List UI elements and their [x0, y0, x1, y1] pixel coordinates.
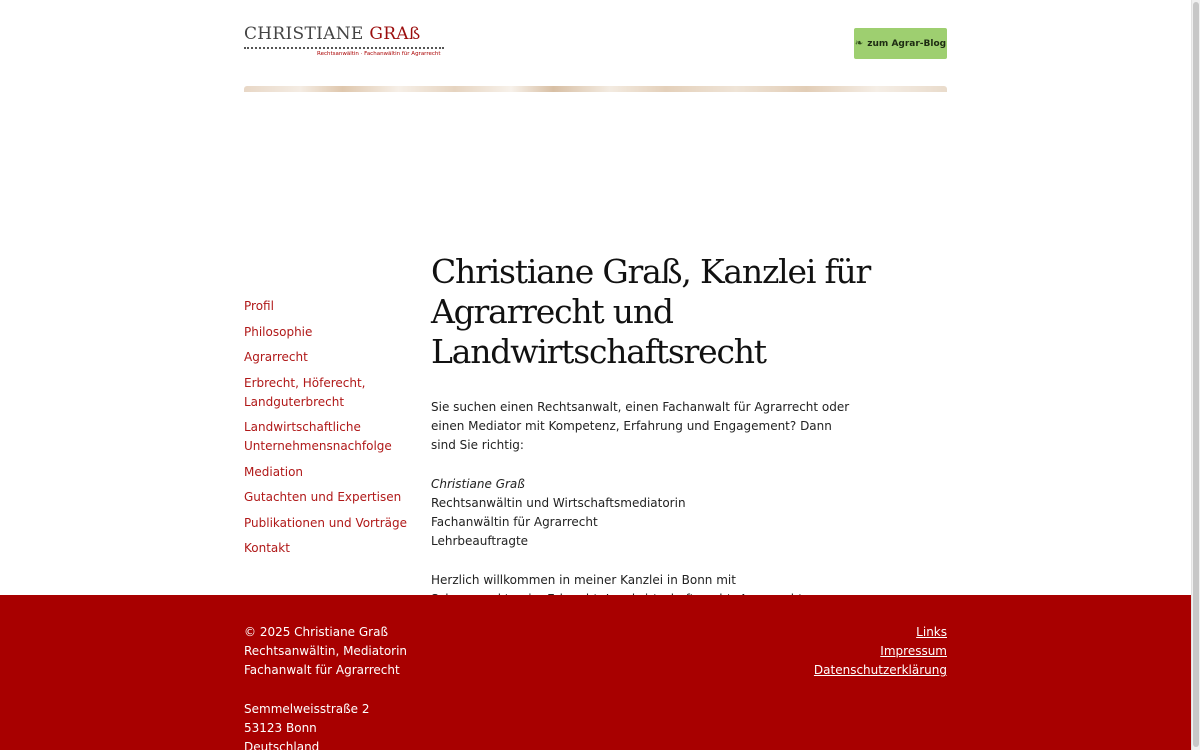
footer-links [814, 623, 947, 680]
sidebar-item-unternehmensnachfolge[interactable]: Landwirtschaftliche Unternehmensnachfolge [244, 420, 392, 453]
site-logo[interactable] [244, 24, 446, 62]
sprout-icon: ❧ [854, 38, 864, 49]
logo-name [244, 24, 421, 44]
footer-country: Deutschland [244, 740, 320, 750]
logo-dotted-line [244, 47, 444, 49]
agrar-blog-button[interactable] [854, 28, 947, 59]
sidebar-item-kontakt[interactable]: Kontakt [244, 541, 290, 555]
signature-name: Christiane Graß [431, 477, 525, 491]
signature-line: Lehrbeauftragte [431, 534, 529, 548]
vertical-scrollbar[interactable] [1191, 0, 1200, 750]
hero-image [244, 86, 947, 92]
footer-link-links[interactable]: Links [916, 625, 947, 639]
main-content [431, 252, 931, 647]
logo-first-name: CHRISTIANE [244, 24, 364, 44]
sidebar-item-agrarrecht[interactable]: Agrarrecht [244, 350, 308, 364]
scrollbar-thumb[interactable] [1193, 2, 1199, 747]
footer-role: Rechtsanwältin, Mediatorin [244, 644, 408, 658]
signature-line: Rechtsanwältin und Wirtschaftsmediatorin [431, 496, 686, 510]
sidebar-item-publikationen[interactable]: Publikationen und Vorträge [244, 515, 407, 530]
footer-city: 53123 Bonn [244, 721, 317, 735]
signature-block [431, 475, 931, 551]
sidebar-item-gutachten[interactable]: Gutachten und Expertisen [244, 490, 402, 504]
sidebar-item-erbrecht[interactable]: Erbrecht, Höferecht, Landguterbrecht [244, 375, 366, 409]
intro-text: Sie suchen einen Rechtsanwalt, einen Fachanwalt für Agrarrecht oder einen Mediator mit Kompetenz, Erfahrung und Engagement? Dann sind Sie richtig: [431, 400, 850, 452]
footer-contact [244, 623, 407, 750]
site-footer [0, 595, 1191, 750]
footer-copyright: © 2025 Christiane Graß [244, 625, 389, 639]
footer-link-impressum[interactable]: Impressum [880, 644, 947, 658]
signature-line: Fachanwältin für Agrarrecht [431, 515, 598, 529]
logo-subtitle: Rechtsanwältin · Fachanwältin für Agrarrecht [317, 51, 441, 57]
sidebar-item-profil[interactable]: Profil [244, 299, 274, 313]
sidebar-nav [244, 297, 414, 565]
agrar-blog-button-label: zum Agrar-Blog [867, 38, 947, 49]
footer-street: Semmelweisstraße 2 [244, 702, 370, 716]
footer-role: Fachanwalt für Agrarrecht [244, 663, 400, 677]
footer-link-datenschutz[interactable]: Datenschutzerklärung [813, 663, 947, 677]
sidebar-item-philosophie[interactable]: Philosophie [244, 324, 313, 339]
page-title: Christiane Graß, Kanzlei für Agrarrecht und Landwirtschaftsrecht [431, 252, 871, 371]
logo-last-name: GRAß [369, 24, 421, 44]
sidebar-item-mediation[interactable]: Mediation [244, 464, 304, 479]
welcome-text: Herzlich willkommen in meiner Kanzlei in Bonn mit [431, 573, 736, 587]
